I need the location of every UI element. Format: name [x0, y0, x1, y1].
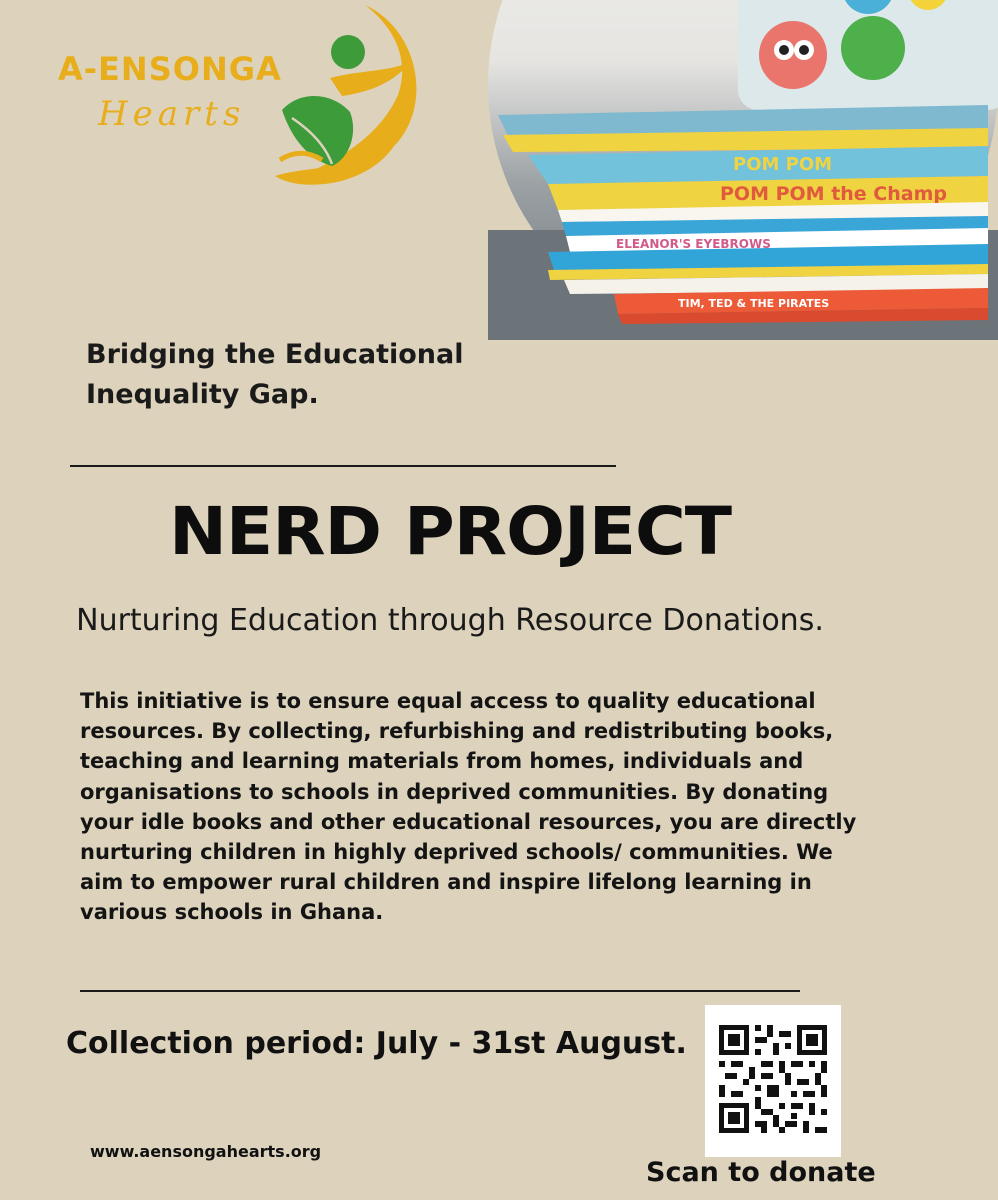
project-subtitle: Nurturing Education through Resource Donations.	[76, 603, 824, 638]
qr-code-icon	[705, 1005, 841, 1157]
collection-period: Collection period: July - 31st August.	[66, 1026, 687, 1061]
qr-caption: Scan to donate	[646, 1157, 876, 1188]
book-spine-3: ELEANOR'S EYEBROWS	[616, 237, 771, 251]
logo-heart-hands-icon	[270, 0, 450, 195]
book-stack-illustration	[488, 0, 998, 340]
divider-bottom	[80, 990, 800, 992]
brand-logo	[40, 0, 430, 200]
website-link[interactable]: www.aensongahearts.org	[90, 1142, 322, 1161]
logo-subtitle: Hearts	[98, 94, 246, 134]
logo-wordmark: A-ENSONGA	[58, 50, 282, 88]
description-paragraph: This initiative is to ensure equal access to quality educational resources. By collecting, refurbishing and redistributing books, teaching and learning materials from homes, individuals and organisations to schools in deprived communities. By donating your idle books and other educational resources, you are directly nurturing children in highly deprived schools/ communities. We aim to empower rural children and inspire lifelong learning in various schools in Ghana.	[80, 689, 857, 925]
books-photo	[488, 0, 998, 340]
project-title: NERD PROJECT	[168, 493, 732, 570]
tagline: Bridging the Educational Inequality Gap.	[86, 339, 464, 410]
book-spine-4: TIM, TED & THE PIRATES	[678, 297, 830, 310]
book-spine-2: POM POM the Champ	[720, 183, 947, 205]
book-spine-1: POM POM	[733, 154, 833, 175]
donate-qr-code[interactable]	[705, 1005, 841, 1157]
divider-top	[70, 465, 616, 467]
